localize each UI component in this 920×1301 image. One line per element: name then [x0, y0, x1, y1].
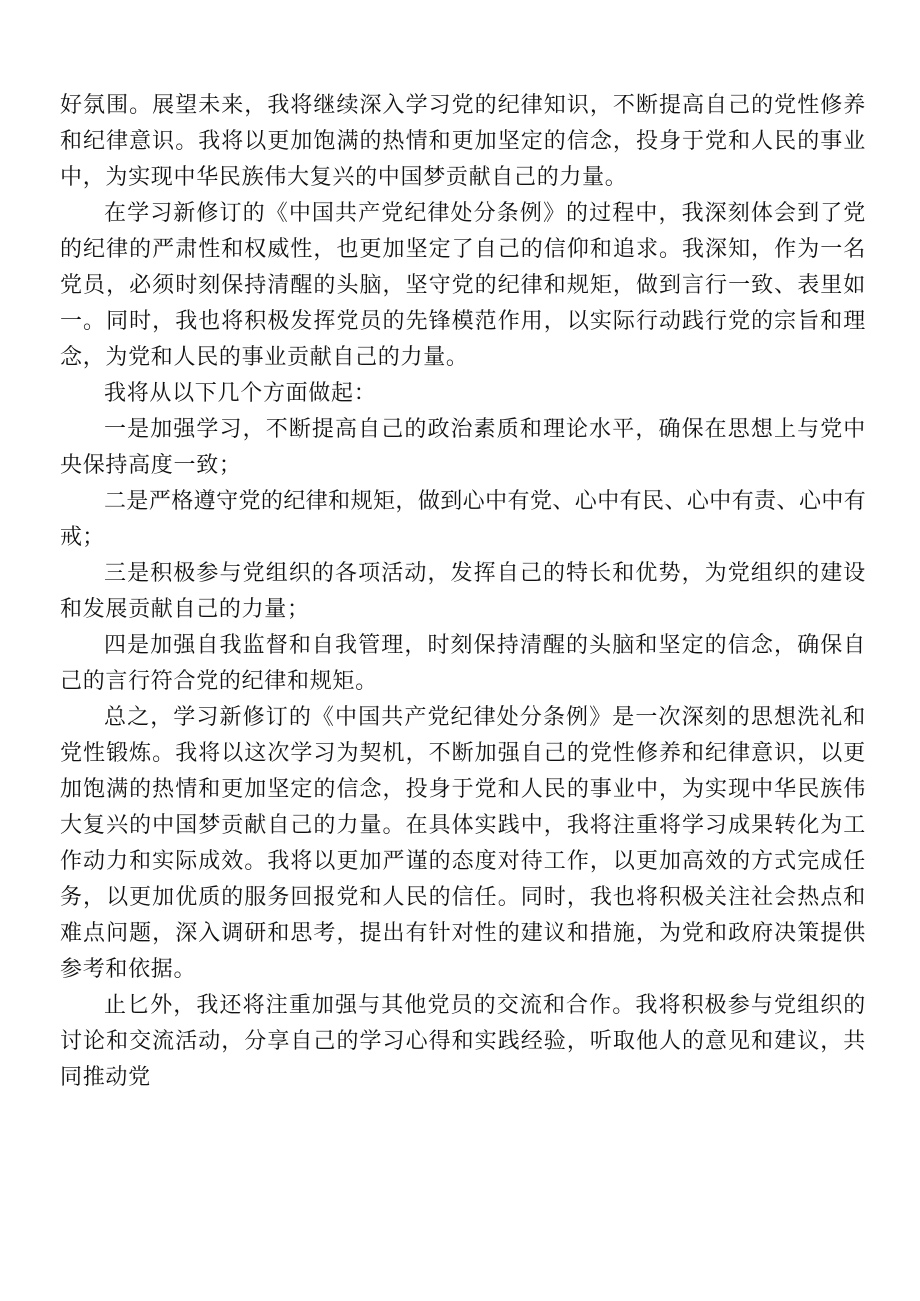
document-page — [60, 88, 866, 1096]
paragraph: 止匕外，我还将注重加强与其他党员的交流和合作。我将积极参与党组织的讨论和交流活动，分享自己的学习心得和实践经验，听取他人的意见和建议，共同推动党 — [60, 993, 866, 1090]
paragraph: 在学习新修订的《中国共产党纪律处分条例》的过程中，我深刻体会到了党的纪律的严肃性和权威性，也更加坚定了自己的信仰和追求。我深知，作为一名党员，必须时刻保持清醒的头脑，坚守党的纪律和规矩，做到言行一致、表里如一。同时，我也将积极发挥党员的先锋模范作用，以实际行动践行党的宗旨和理念，为党和人民的事业贡献自己的力量。 — [60, 201, 866, 370]
paragraph: 一是加强学习，不断提高自己的政治素质和理论水平，确保在思想上与党中央保持高度一致； — [60, 417, 866, 478]
paragraph: 二是严格遵守党的纪律和规矩，做到心中有党、心中有民、心中有责、心中有戒； — [60, 489, 866, 550]
paragraph: 我将从以下几个方面做起： — [104, 381, 377, 406]
paragraph: 三是积极参与党组织的各项活动，发挥自己的特长和优势，为党组织的建设和发展贡献自己的力量； — [60, 561, 866, 622]
paragraph: 四是加强自我监督和自我管理，时刻保持清醒的头脑和坚定的信念，确保自己的言行符合党的纪律和规矩。 — [60, 633, 866, 694]
paragraph: 总之，学习新修订的《中国共产党纪律处分条例》是一次深刻的思想洗礼和党性锻炼。我将以这次学习为契机，不断加强自己的党性修养和纪律意识，以更加饱满的热情和更加坚定的信念，投身于党和人民的事业中，为实现中华民族伟大复兴的中国梦贡献自己的力量。在具体实践中，我将注重将学习成果转化为工作动力和实际成效。我将以更加严谨的态度对待工作，以更加高效的方式完成任务，以更加优质的服务回报党和人民的信任。同时，我也将积极关注社会热点和难点问题，深入调研和思考，提出有针对性的建议和措施，为党和政府决策提供参考和依据。 — [60, 705, 866, 982]
paragraph: 好氛围。展望未来，我将继续深入学习党的纪律知识，不断提高自己的党性修养和纪律意识。我将以更加饱满的热情和更加坚定的信念，投身于党和人民的事业中，为实现中华民族伟大复兴的中国梦贡献自己的力量。 — [60, 93, 866, 190]
